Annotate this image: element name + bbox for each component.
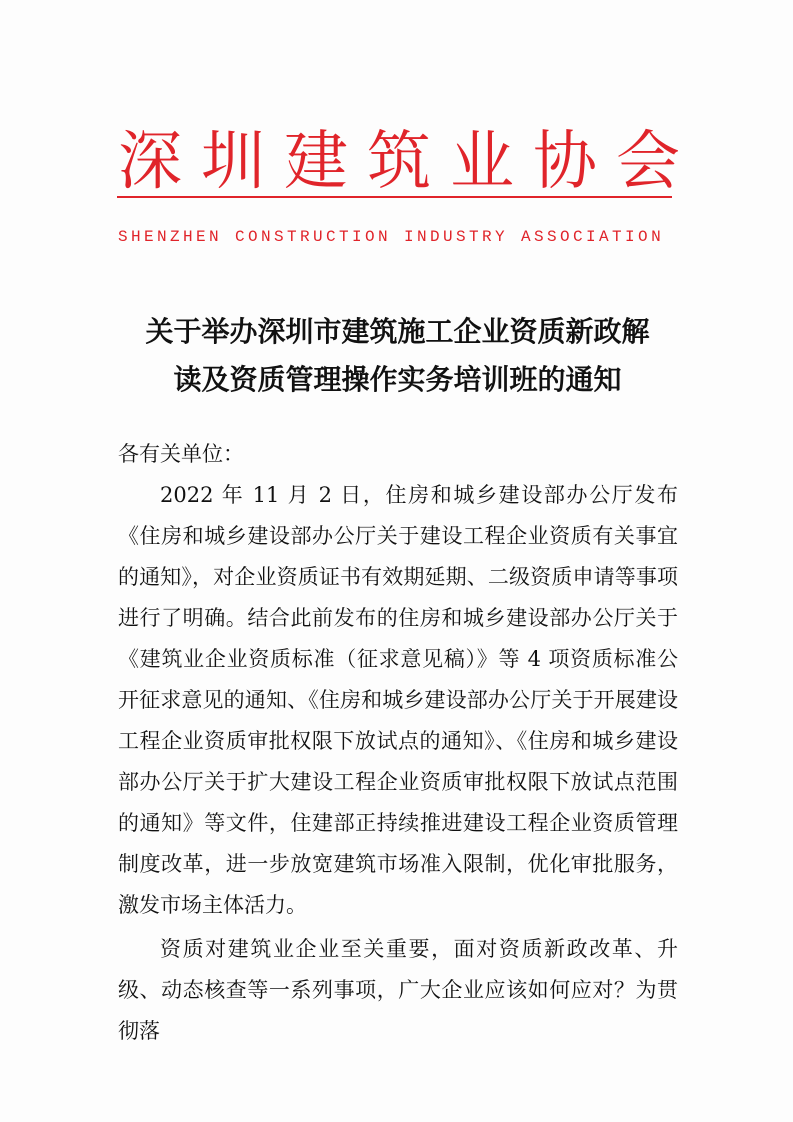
body-paragraph-1: 2022 年 11 月 2 日，住房和城乡建设部办公厅发布《住房和城乡建设部办公厅关于建设工程企业资质有关事宜的通知》，对企业资质证书有效期延期、二级资质申请等事项进行了明确。结合此前发布的住房和城乡建设部办公厅关于《建筑业企业资质标准（征求意见稿）》等 4 项资质标准公开征求意见的通知、《住房和城乡建设部办公厅关于开展建设工程企业资质审批权限下放试点的通知》、《住房和城乡建设部办公厅关于扩大建设工程企业资质审批权限下放试点范围的通知》等文件，住建部正持续推进建设工程企业资质管理制度改革，进一步放宽建筑市场准入限制，优化审批服务，激发市场主体活力。 — [118, 483, 678, 917]
letterhead-org-name-en: SHENZHEN CONSTRUCTION INDUSTRY ASSOCIATION — [118, 228, 665, 246]
letterhead-org-name: 深圳建筑业协会 — [118, 125, 699, 199]
document-title-line-2: 读及资质管理操作实务培训班的通知 — [173, 363, 622, 396]
document-body — [118, 434, 678, 1052]
document-title-line-1: 关于举办深圳市建筑施工企业资质新政解 — [145, 315, 650, 348]
document-title — [110, 308, 685, 404]
body-paragraph-2: 资质对建筑业企业至关重要，面对资质新政改革、升级、动态核查等一系列事项，广大企业应该如何应对？为贯彻落 — [118, 937, 678, 1043]
salutation: 各有关单位： — [118, 442, 244, 466]
letterhead-divider — [117, 196, 672, 198]
